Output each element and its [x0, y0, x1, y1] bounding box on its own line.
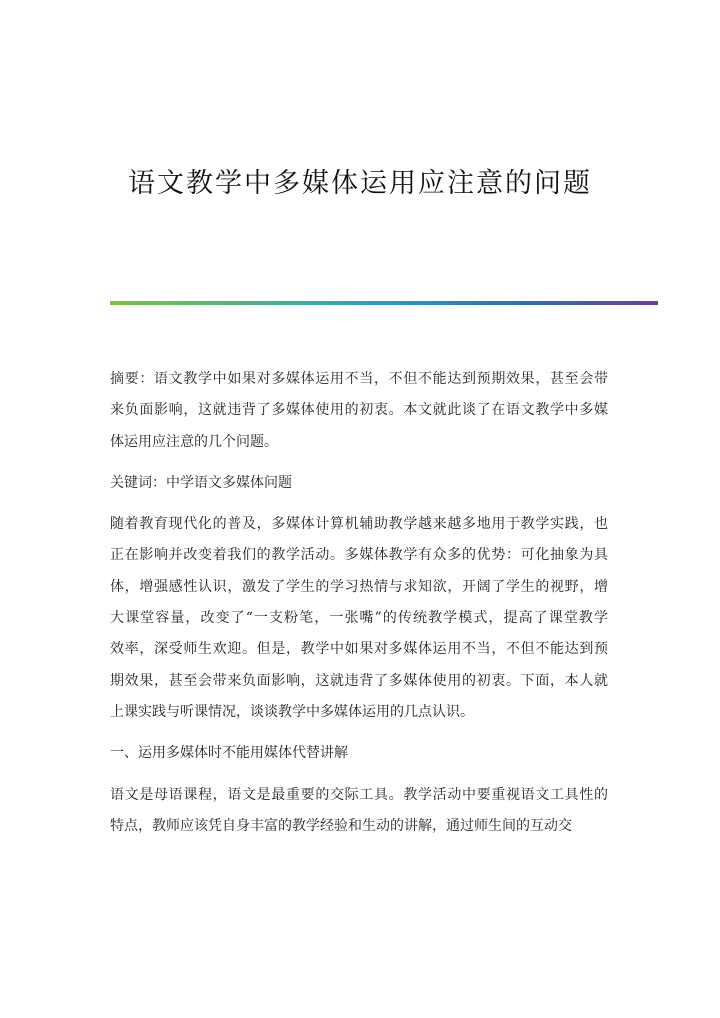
section-heading-text: 一、运用多媒体时不能用媒体代替讲解 [110, 745, 348, 762]
section-paragraph [110, 780, 608, 843]
intro-line: 正在影响并改变着我们的教学活动。多媒体教学有众多的优势：可化抽象为具 [110, 547, 608, 564]
section-line: 特点，教师应该凭自身丰富的教学经验和生动的讲解，通过师生间的互动交 [110, 817, 572, 834]
intro-line: 随着教育现代化的普及，多媒体计算机辅助教学越来越多地用于教学实践，也 [110, 516, 608, 533]
document-title: 语文教学中多媒体运用应注意的问题 [128, 168, 592, 199]
abstract-line: 摘要：语文教学中如果对多媒体运用不当，不但不能达到预期效果，甚至会带 [110, 371, 608, 387]
keywords-line [110, 468, 608, 499]
intro-line: 大课堂容量，改变了“一支粉笔，一张嘴”的传统教学模式，提高了课堂教学 [110, 610, 608, 627]
title-divider [110, 301, 658, 305]
abstract-line: 体运用应注意的几个问题。 [110, 433, 278, 450]
intro-line: 上课实践与听课情况，谈谈教学中多媒体运用的几点认识。 [110, 703, 474, 720]
keywords-text: 关键词：中学语文多媒体问题 [110, 474, 292, 491]
section-line: 语文是母语课程，语文是最重要的交际工具。教学活动中要重视语文工具性的 [110, 786, 608, 803]
abstract-line: 来负面影响，这就违背了多媒体使用的初衷。本文就此谈了在语文教学中多媒 [110, 402, 608, 419]
abstract-paragraph [110, 364, 608, 458]
intro-line: 效率，深受师生欢迎。但是，教学中如果对多媒体运用不当，不但不能达到预 [110, 641, 608, 658]
intro-paragraph [110, 509, 608, 728]
intro-line: 期效果，甚至会带来负面影响，这就违背了多媒体使用的初衷。下面，本人就 [110, 672, 608, 689]
document-body [110, 364, 608, 842]
intro-line: 体，增强感性认识，激发了学生的学习热情与求知欲，开阔了学生的视野，增 [110, 578, 608, 595]
section-heading [110, 738, 608, 769]
